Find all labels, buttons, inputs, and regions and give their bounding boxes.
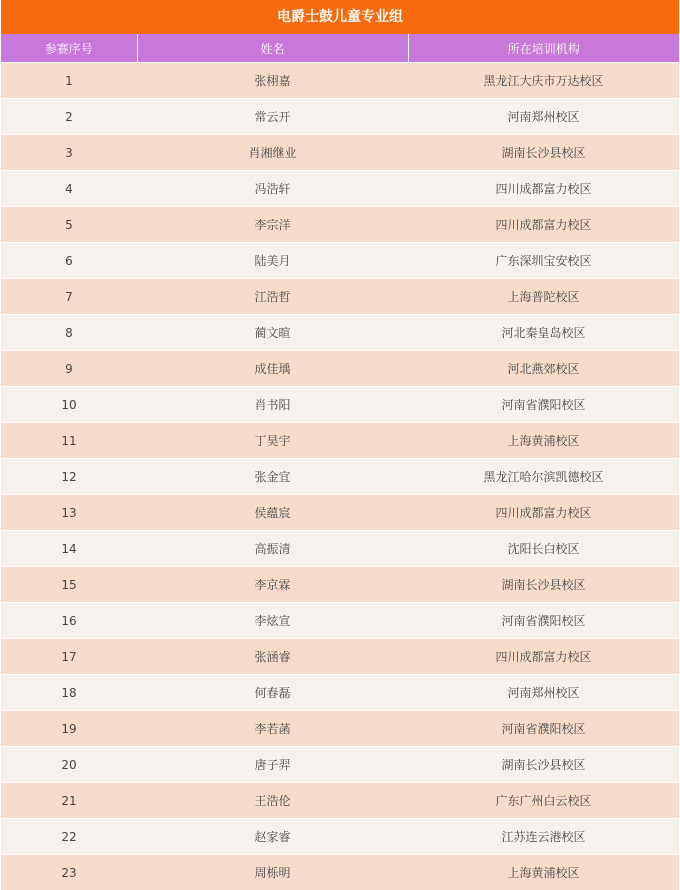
cell-organization: 江苏连云港校区 [408, 819, 679, 855]
cell-number: 8 [1, 315, 137, 351]
table-row [1, 711, 679, 747]
cell-organization: 河北秦皇岛校区 [408, 315, 679, 351]
cell-organization: 上海黄浦校区 [408, 855, 679, 890]
cell-number: 2 [1, 99, 137, 135]
cell-number: 18 [1, 675, 137, 711]
cell-organization: 四川成都富力校区 [408, 171, 679, 207]
cell-number: 1 [1, 63, 137, 99]
table-row [1, 423, 679, 459]
cell-name: 成佳瑀 [137, 351, 408, 387]
cell-organization: 河南省濮阳校区 [408, 387, 679, 423]
table-body [1, 63, 679, 890]
table-row [1, 747, 679, 783]
cell-number: 10 [1, 387, 137, 423]
cell-name: 张金宜 [137, 459, 408, 495]
table-row [1, 855, 679, 890]
cell-number: 5 [1, 207, 137, 243]
cell-organization: 河南省濮阳校区 [408, 711, 679, 747]
cell-name: 李宗洋 [137, 207, 408, 243]
cell-organization: 黑龙江哈尔滨凯德校区 [408, 459, 679, 495]
cell-organization: 沈阳长白校区 [408, 531, 679, 567]
table-row [1, 639, 679, 675]
cell-name: 肖书阳 [137, 387, 408, 423]
table-row [1, 99, 679, 135]
table-row [1, 387, 679, 423]
cell-name: 冯浩轩 [137, 171, 408, 207]
column-header-number: 参赛序号 [1, 34, 137, 63]
cell-organization: 广东广州白云校区 [408, 783, 679, 819]
cell-name: 侯蕴宸 [137, 495, 408, 531]
cell-name: 肖湘继业 [137, 135, 408, 171]
table-row [1, 207, 679, 243]
cell-name: 何春磊 [137, 675, 408, 711]
cell-organization: 河南郑州校区 [408, 675, 679, 711]
cell-name: 丁昊宇 [137, 423, 408, 459]
cell-number: 12 [1, 459, 137, 495]
table-row [1, 567, 679, 603]
table-title: 电爵士鼓儿童专业组 [1, 0, 679, 34]
cell-name: 唐子羿 [137, 747, 408, 783]
table-row [1, 243, 679, 279]
cell-organization: 河南省濮阳校区 [408, 603, 679, 639]
cell-number: 15 [1, 567, 137, 603]
cell-number: 6 [1, 243, 137, 279]
cell-name: 蔺文暄 [137, 315, 408, 351]
cell-name: 王浩伦 [137, 783, 408, 819]
column-header-name: 姓名 [137, 34, 408, 63]
table-row [1, 675, 679, 711]
cell-name: 陆美月 [137, 243, 408, 279]
cell-name: 李炫宣 [137, 603, 408, 639]
cell-name: 高振清 [137, 531, 408, 567]
cell-organization: 上海黄浦校区 [408, 423, 679, 459]
table-row [1, 171, 679, 207]
table-row [1, 603, 679, 639]
table-row [1, 315, 679, 351]
table-row [1, 783, 679, 819]
table-row [1, 495, 679, 531]
cell-organization: 广东深圳宝安校区 [408, 243, 679, 279]
table-row [1, 63, 679, 99]
cell-name: 江浩哲 [137, 279, 408, 315]
table-row [1, 819, 679, 855]
cell-name: 张栩嘉 [137, 63, 408, 99]
cell-number: 9 [1, 351, 137, 387]
cell-name: 李若菡 [137, 711, 408, 747]
cell-number: 23 [1, 855, 137, 890]
table-row [1, 531, 679, 567]
cell-number: 13 [1, 495, 137, 531]
roster-panel [1, 0, 679, 890]
cell-organization: 四川成都富力校区 [408, 639, 679, 675]
cell-organization: 河北燕郊校区 [408, 351, 679, 387]
roster-table [1, 34, 679, 890]
table-row [1, 135, 679, 171]
cell-number: 21 [1, 783, 137, 819]
cell-number: 14 [1, 531, 137, 567]
cell-number: 11 [1, 423, 137, 459]
cell-name: 张涵睿 [137, 639, 408, 675]
cell-organization: 湖南长沙县校区 [408, 135, 679, 171]
cell-name: 赵家睿 [137, 819, 408, 855]
table-row [1, 279, 679, 315]
table-row [1, 459, 679, 495]
cell-number: 3 [1, 135, 137, 171]
header-row [1, 34, 679, 63]
cell-organization: 黑龙江大庆市万达校区 [408, 63, 679, 99]
cell-organization: 四川成都富力校区 [408, 495, 679, 531]
cell-number: 20 [1, 747, 137, 783]
cell-name: 周栎明 [137, 855, 408, 890]
table-row [1, 351, 679, 387]
cell-number: 16 [1, 603, 137, 639]
cell-name: 李京霖 [137, 567, 408, 603]
cell-name: 常云开 [137, 99, 408, 135]
cell-organization: 湖南长沙县校区 [408, 747, 679, 783]
column-header-organization: 所在培训机构 [408, 34, 679, 63]
table-header [1, 34, 679, 63]
cell-organization: 湖南长沙县校区 [408, 567, 679, 603]
cell-number: 7 [1, 279, 137, 315]
cell-organization: 四川成都富力校区 [408, 207, 679, 243]
cell-number: 17 [1, 639, 137, 675]
cell-number: 19 [1, 711, 137, 747]
cell-number: 22 [1, 819, 137, 855]
cell-organization: 上海普陀校区 [408, 279, 679, 315]
cell-organization: 河南郑州校区 [408, 99, 679, 135]
cell-number: 4 [1, 171, 137, 207]
